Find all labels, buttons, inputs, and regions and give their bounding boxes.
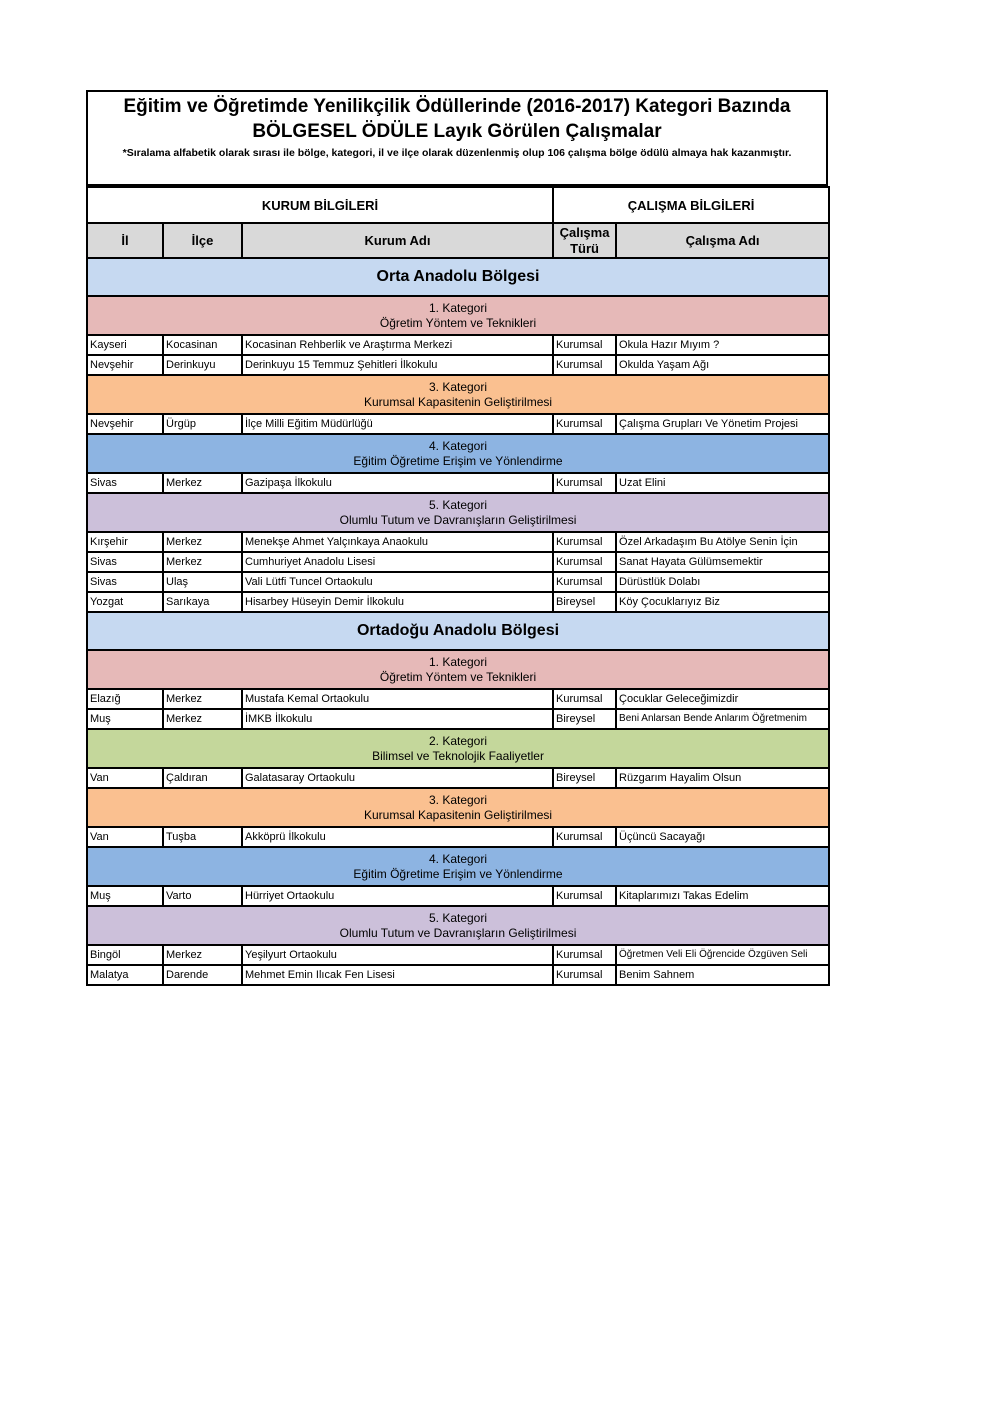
ilce-cell: Tuşba [163, 827, 242, 847]
table-row [87, 335, 829, 355]
category-row [87, 375, 829, 414]
calisma-adi-cell: Uzat Elini [616, 473, 829, 493]
category-number: 2. Kategori [428, 733, 488, 748]
document-subtitle: BÖLGESEL ÖDÜLE Layık Görülen Çalışmalar [252, 121, 662, 142]
table-row [87, 945, 829, 965]
kurum-adi-cell: Mehmet Emin Ilıcak Fen Lisesi [242, 965, 553, 985]
category-cell [87, 296, 829, 335]
category-title: Olumlu Tutum ve Davranışların Geliştirilmesi [339, 925, 577, 940]
calisma-bilgileri-header: ÇALIŞMA BİLGİLERİ [553, 187, 829, 223]
region-name: Orta Anadolu Bölgesi [87, 258, 829, 296]
title-box [86, 90, 828, 186]
document-title: Eğitim ve Öğretimde Yenilikçilik Ödüllerinde (2016-2017) Kategori Bazında [123, 96, 791, 117]
category-cell [87, 729, 829, 768]
calisma-turu-cell: Kurumsal [553, 355, 616, 375]
calisma-turu-cell: Kurumsal [553, 572, 616, 592]
category-cell [87, 847, 829, 886]
ilce-cell: Ürgüp [163, 414, 242, 434]
table-row [87, 689, 829, 709]
kurum-adi-cell: Gazipaşa İlkokulu [242, 473, 553, 493]
kurum-adi-cell: Derinkuyu 15 Temmuz Şehitleri İlkokulu [242, 355, 553, 375]
table-row [87, 473, 829, 493]
ilce-cell: Merkez [163, 552, 242, 572]
category-title: Eğitim Öğretime Erişim ve Yönlendirme [353, 453, 563, 468]
il-cell: Sivas [87, 572, 163, 592]
calisma-turu-cell: Kurumsal [553, 886, 616, 906]
region-row [87, 258, 829, 296]
ilce-cell: Merkez [163, 689, 242, 709]
category-cell [87, 434, 829, 473]
calisma-turu-cell: Kurumsal [553, 552, 616, 572]
category-row [87, 847, 829, 886]
il-cell: Kayseri [87, 335, 163, 355]
il-cell: Bingöl [87, 945, 163, 965]
table-row [87, 886, 829, 906]
award-list-sheet [86, 90, 828, 986]
kurum-adi-cell: Akköprü İlkokulu [242, 827, 553, 847]
ilce-column-header: İlçe [163, 223, 242, 258]
kurum-adi-cell: Mustafa Kemal Ortaokulu [242, 689, 553, 709]
category-cell [87, 493, 829, 532]
il-cell: Sivas [87, 552, 163, 572]
il-cell: Muş [87, 886, 163, 906]
table-row [87, 768, 829, 788]
category-number: 3. Kategori [428, 792, 488, 807]
ilce-cell: Merkez [163, 532, 242, 552]
calisma-adi-cell: Dürüstlük Dolabı [616, 572, 829, 592]
table-row [87, 532, 829, 552]
calisma-turu-cell: Kurumsal [553, 827, 616, 847]
category-title: Olumlu Tutum ve Davranışların Geliştirilmesi [339, 512, 577, 527]
calisma-adi-cell: Okula Hazır Mıyım ? [616, 335, 829, 355]
category-number: 4. Kategori [428, 851, 488, 866]
kurum-adi-cell: İMKB İlkokulu [242, 709, 553, 729]
calisma-adi-cell: Öğretmen Veli Eli Öğrencide Özgüven Seli [616, 945, 829, 965]
calisma-turu-column-header: Çalışma Türü [553, 223, 616, 258]
calisma-adi-cell: Beni Anlarsan Bende Anlarım Öğretmenim [616, 709, 829, 729]
il-cell: Nevşehir [87, 414, 163, 434]
kurum-adi-cell: Cumhuriyet Anadolu Lisesi [242, 552, 553, 572]
kurum-adi-cell: Hürriyet Ortaokulu [242, 886, 553, 906]
ilce-cell: Darende [163, 965, 242, 985]
il-cell: Yozgat [87, 592, 163, 612]
ilce-cell: Derinkuyu [163, 355, 242, 375]
calisma-turu-cell: Kurumsal [553, 965, 616, 985]
il-cell: Malatya [87, 965, 163, 985]
table-row [87, 592, 829, 612]
table-row [87, 965, 829, 985]
category-row [87, 650, 829, 689]
calisma-adi-cell: Köy Çocuklarıyız Biz [616, 592, 829, 612]
kurum-bilgileri-header: KURUM BİLGİLERİ [87, 187, 553, 223]
table-row [87, 414, 829, 434]
region-row [87, 612, 829, 650]
ilce-cell: Sarıkaya [163, 592, 242, 612]
section-header-row [87, 187, 829, 223]
ilce-cell: Kocasinan [163, 335, 242, 355]
awards-table [86, 186, 830, 986]
calisma-turu-cell: Kurumsal [553, 473, 616, 493]
table-row [87, 572, 829, 592]
table-row [87, 355, 829, 375]
category-title: Öğretim Yöntem ve Teknikleri [379, 669, 537, 684]
il-cell: Van [87, 768, 163, 788]
kurum-adi-cell: Vali Lütfi Tuncel Ortaokulu [242, 572, 553, 592]
calisma-turu-cell: Kurumsal [553, 532, 616, 552]
kurum-adi-column-header: Kurum Adı [242, 223, 553, 258]
ilce-cell: Ulaş [163, 572, 242, 592]
ilce-cell: Merkez [163, 709, 242, 729]
il-cell: Elazığ [87, 689, 163, 709]
calisma-adi-cell: Benim Sahnem [616, 965, 829, 985]
calisma-turu-cell: Bireysel [553, 592, 616, 612]
calisma-turu-cell: Bireysel [553, 709, 616, 729]
calisma-adi-cell: Üçüncü Sacayağı [616, 827, 829, 847]
category-cell [87, 650, 829, 689]
category-number: 5. Kategori [428, 910, 488, 925]
il-cell: Van [87, 827, 163, 847]
calisma-turu-cell: Bireysel [553, 768, 616, 788]
kurum-adi-cell: İlçe Milli Eğitim Müdürlüğü [242, 414, 553, 434]
kurum-adi-cell: Kocasinan Rehberlik ve Araştırma Merkezi [242, 335, 553, 355]
ilce-cell: Merkez [163, 473, 242, 493]
ilce-cell: Varto [163, 886, 242, 906]
kurum-adi-cell: Hisarbey Hüseyin Demir İlkokulu [242, 592, 553, 612]
il-cell: Nevşehir [87, 355, 163, 375]
il-column-header: İl [87, 223, 163, 258]
category-number: 4. Kategori [428, 438, 488, 453]
table-row [87, 827, 829, 847]
calisma-turu-cell: Kurumsal [553, 945, 616, 965]
calisma-adi-cell: Özel Arkadaşım Bu Atölye Senin İçin [616, 532, 829, 552]
il-cell: Sivas [87, 473, 163, 493]
category-row [87, 296, 829, 335]
category-row [87, 788, 829, 827]
category-title: Kurumsal Kapasitenin Geliştirilmesi [363, 394, 553, 409]
category-row [87, 434, 829, 473]
calisma-adi-cell: Rüzgarım Hayalim Olsun [616, 768, 829, 788]
calisma-adi-cell: Sanat Hayata Gülümsemektir [616, 552, 829, 572]
region-name: Ortadoğu Anadolu Bölgesi [87, 612, 829, 650]
category-row [87, 493, 829, 532]
calisma-adi-cell: Çocuklar Geleceğimizdir [616, 689, 829, 709]
calisma-adi-column-header: Çalışma Adı [616, 223, 829, 258]
category-cell [87, 375, 829, 414]
category-number: 1. Kategori [428, 654, 488, 669]
table-row [87, 552, 829, 572]
category-title: Öğretim Yöntem ve Teknikleri [379, 315, 537, 330]
calisma-adi-cell: Kitaplarımızı Takas Edelim [616, 886, 829, 906]
calisma-turu-cell: Kurumsal [553, 335, 616, 355]
category-row [87, 906, 829, 945]
ilce-cell: Merkez [163, 945, 242, 965]
category-number: 5. Kategori [428, 497, 488, 512]
calisma-adi-cell: Okulda Yaşam Ağı [616, 355, 829, 375]
category-row [87, 729, 829, 768]
kurum-adi-cell: Yeşilyurt Ortaokulu [242, 945, 553, 965]
column-header-row [87, 223, 829, 258]
category-title: Kurumsal Kapasitenin Geliştirilmesi [363, 807, 553, 822]
il-cell: Muş [87, 709, 163, 729]
category-cell [87, 788, 829, 827]
calisma-turu-cell: Kurumsal [553, 689, 616, 709]
category-number: 3. Kategori [428, 379, 488, 394]
ilce-cell: Çaldıran [163, 768, 242, 788]
sorting-note: *Sıralama alfabetik olarak sırası ile bölge, kategori, il ve ilçe olarak düzenlenmiş olup 106 çalışma bölge ödülü almaya hak kazanmıştır. [122, 147, 792, 159]
category-title: Eğitim Öğretime Erişim ve Yönlendirme [353, 866, 563, 881]
category-title: Bilimsel ve Teknolojik Faaliyetler [372, 748, 544, 763]
calisma-adi-cell: Çalışma Grupları Ve Yönetim Projesi [616, 414, 829, 434]
il-cell: Kırşehir [87, 532, 163, 552]
calisma-turu-cell: Kurumsal [553, 414, 616, 434]
table-row [87, 709, 829, 729]
category-number: 1. Kategori [428, 300, 488, 315]
category-cell [87, 906, 829, 945]
kurum-adi-cell: Menekşe Ahmet Yalçınkaya Anaokulu [242, 532, 553, 552]
kurum-adi-cell: Galatasaray Ortaokulu [242, 768, 553, 788]
